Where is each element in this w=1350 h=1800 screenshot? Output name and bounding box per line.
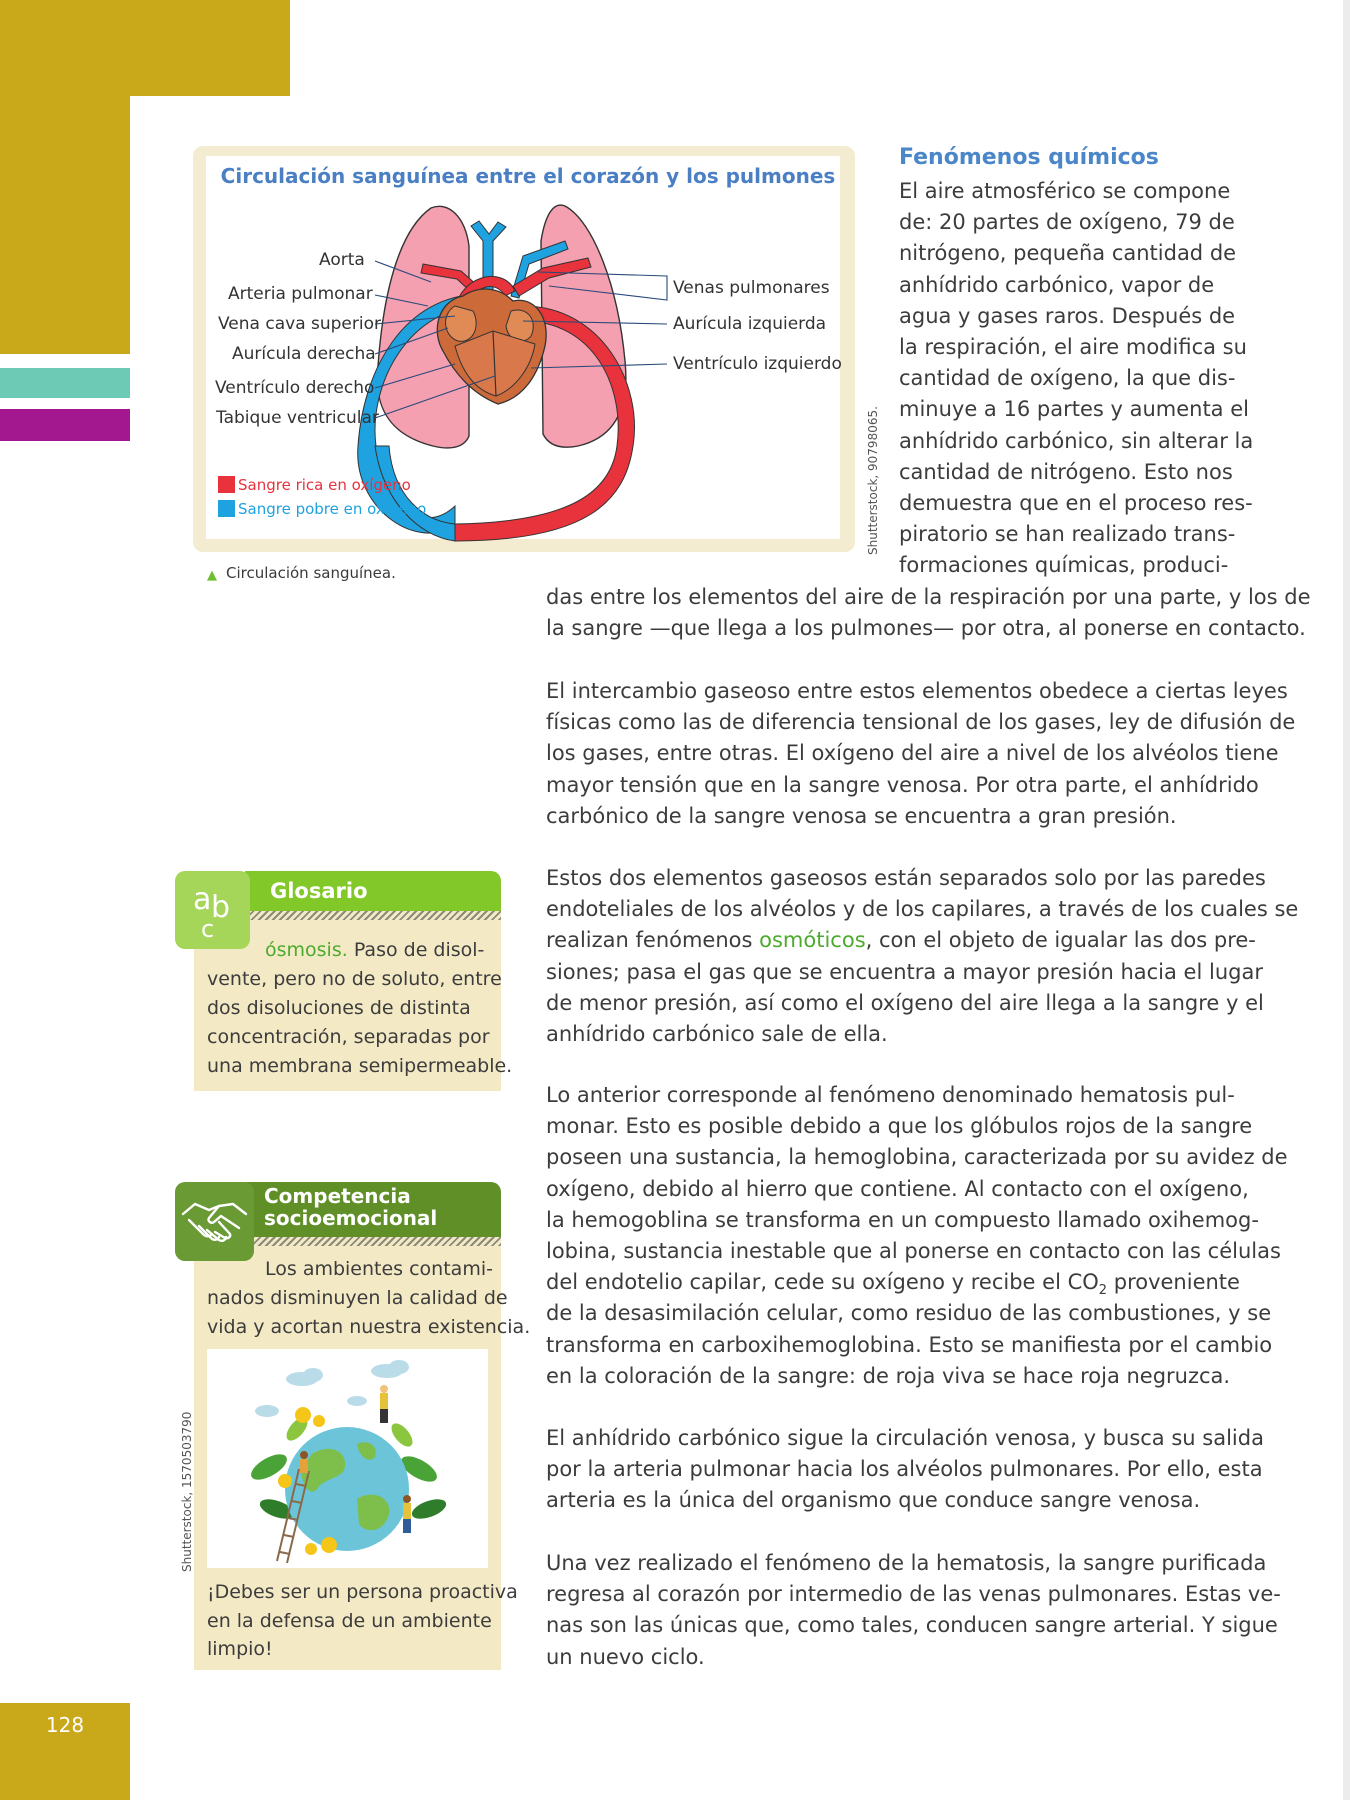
paragraph-3 bbox=[546, 863, 1299, 1050]
text-line: limpio! bbox=[207, 1638, 273, 1660]
svg-text:c: c bbox=[201, 915, 215, 943]
label-ventriculo-derecho: Ventrículo derecho bbox=[215, 378, 375, 398]
competencia-title-line2: socioemocional bbox=[264, 1206, 438, 1230]
legend-label-oxygen-rich: Sangre rica en oxígeno bbox=[238, 476, 411, 494]
text-line: Una vez realizado el fenómeno de la hematosis, la sangre purificada bbox=[546, 1551, 1267, 1575]
text-line: anhídrido carbónico, vapor de bbox=[899, 272, 1215, 297]
glosario-hatch bbox=[245, 911, 501, 920]
purple-tab-bar bbox=[0, 409, 130, 441]
text-line: la sangre —que llega a los pulmones— por otra, al ponerse en contacto. bbox=[546, 616, 1306, 641]
text-line: cantidad de oxígeno, la que dis- bbox=[899, 366, 1236, 391]
co2-subscript: 2 bbox=[1098, 1283, 1108, 1299]
text-line: Los ambientes contami- bbox=[265, 1258, 493, 1280]
text-line: de: 20 partes de oxígeno, 79 de bbox=[899, 210, 1235, 235]
text-line: arteria es la única del organismo que conduce sangre venosa. bbox=[546, 1488, 1201, 1513]
text-line: Estos dos elementos gaseosos están separados solo por las paredes bbox=[546, 866, 1266, 890]
gold-corner-block bbox=[0, 0, 290, 96]
label-venas-pulmonares: Venas pulmonares bbox=[673, 278, 830, 298]
text-run: del endotelio capilar, cede su oxígeno y recibe el CO bbox=[546, 1270, 1099, 1295]
glosario-title: Glosario bbox=[270, 879, 368, 903]
text-line: nitrógeno, pequeña cantidad de bbox=[899, 241, 1237, 266]
text-line: lobina, sustancia inestable que al ponerse en contacto con las células bbox=[546, 1238, 1281, 1263]
label-auricula-izquierda: Aurícula izquierda bbox=[673, 314, 827, 334]
text-line: concentración, separadas por bbox=[207, 1026, 490, 1048]
paragraph-1-narrow bbox=[899, 176, 1254, 581]
text-line: minuye a 16 partes y aumenta el bbox=[899, 397, 1249, 422]
paragraph-6 bbox=[546, 1548, 1281, 1673]
svg-text:a: a bbox=[193, 882, 212, 917]
handshake-icon bbox=[175, 1182, 254, 1261]
text-line: los gases, entre otras. El oxígeno del aire a nivel de los alvéolos tiene bbox=[546, 741, 1279, 766]
illustration-credit: Shutterstock, 1570503790 bbox=[180, 1411, 194, 1572]
caption-triangle-icon: ▲ bbox=[207, 568, 217, 583]
glosario-first-line bbox=[207, 936, 490, 965]
paragraph-4 bbox=[546, 1080, 1288, 1392]
label-ventriculo-izquierdo: Ventrículo izquierdo bbox=[673, 354, 842, 374]
text-line: oxígeno, debido al hierro que contiene. Al contacto con el oxígeno, bbox=[546, 1176, 1249, 1201]
paragraph-5 bbox=[546, 1423, 1264, 1517]
text-line: El intercambio gaseoso entre estos elementos obedece a ciertas leyes bbox=[546, 679, 1288, 703]
text-line: vida y acortan nuestra existencia. bbox=[207, 1316, 531, 1338]
text-line: de menor presión, así como el oxígeno del aire llega a la sangre y el bbox=[546, 990, 1264, 1015]
legend-swatch-red bbox=[218, 476, 235, 493]
glosario-definition-start: Paso de disol- bbox=[347, 939, 485, 961]
figure-caption: Circulación sanguínea. bbox=[226, 564, 396, 582]
text-line: una membrana semipermeable. bbox=[207, 1055, 513, 1077]
competencia-closing bbox=[207, 1578, 518, 1664]
text-line: formaciones químicas, produci- bbox=[899, 553, 1229, 578]
competencia-title bbox=[264, 1185, 437, 1229]
text-line: la respiración, el aire modifica su bbox=[899, 334, 1247, 359]
right-atrium bbox=[446, 306, 477, 341]
text-line: piratorio se han realizado trans- bbox=[899, 522, 1236, 547]
text-line: dos disoluciones de distinta bbox=[207, 997, 471, 1019]
text-line: ¡Debes ser un persona proactiva bbox=[207, 1581, 518, 1603]
gold-side-band bbox=[0, 96, 130, 354]
competencia-hatch bbox=[245, 1237, 501, 1246]
text-line: agua y gases raros. Después de bbox=[899, 303, 1236, 328]
text-line: en la coloración de la sangre: de roja viva se hace roja negruzca. bbox=[546, 1363, 1231, 1388]
text-line: por la arteria pulmonar hacia los alvéolos pulmonares. Por ello, esta bbox=[546, 1457, 1263, 1482]
text-line: transforma en carboxihemoglobina. Esto se manifiesta por el cambio bbox=[546, 1332, 1273, 1357]
text-line: mayor tensión que en la sangre venosa. Por otra parte, el anhídrido bbox=[546, 772, 1259, 797]
earth-globe bbox=[285, 1427, 409, 1551]
text-line: das entre los elementos del aire de la respiración por una parte, y los de bbox=[546, 585, 1311, 609]
label-vena-cava-superior: Vena cava superior bbox=[218, 314, 381, 334]
text-line: carbónico de la sangre venosa se encuentra a gran presión. bbox=[546, 803, 1177, 828]
text-line: nas son las únicas que, como tales, conducen sangre arterial. Y sigue bbox=[546, 1613, 1278, 1638]
paragraph-1-wide bbox=[546, 582, 1311, 644]
text-line: anhídrido carbónico sale de ella. bbox=[546, 1021, 888, 1046]
competencia-title-line1: Competencia bbox=[264, 1184, 411, 1208]
text-line: El anhídrido carbónico sigue la circulación venosa, y busca su salida bbox=[546, 1426, 1264, 1450]
text-line: nados disminuyen la calidad de bbox=[207, 1287, 508, 1309]
text-line: monar. Esto es posible debido a que los glóbulos rojos de la sangre bbox=[546, 1114, 1253, 1139]
text-line: poseen una sustancia, la hemoglobina, caracterizada por su avidez de bbox=[546, 1145, 1288, 1170]
page-number: 128 bbox=[45, 1713, 85, 1737]
text-line: la hemogoblina se transforma en un compuesto llamado oxihemog- bbox=[546, 1207, 1259, 1232]
svg-text:b: b bbox=[211, 890, 231, 925]
glosario-definition bbox=[207, 936, 513, 1081]
text-line: vente, pero no de soluto, entre bbox=[207, 968, 502, 990]
text-line: anhídrido carbónico, sin alterar la bbox=[899, 428, 1254, 453]
text-run: realizan fenómenos bbox=[546, 928, 760, 953]
text-line: cantidad de nitrógeno. Esto nos bbox=[899, 459, 1233, 484]
legend-label-oxygen-poor: Sangre pobre en oxígeno bbox=[238, 500, 427, 518]
label-arteria-pulmonar: Arteria pulmonar bbox=[228, 284, 373, 304]
text-run: , con el objeto de igualar las dos pre- bbox=[865, 928, 1256, 953]
text-line: regresa al corazón por intermedio de las venas pulmonares. Estas ve- bbox=[546, 1582, 1281, 1607]
text-line bbox=[546, 925, 1256, 956]
text-line: demuestra que en el proceso res- bbox=[899, 490, 1253, 515]
teal-tab-bar bbox=[0, 368, 130, 398]
text-line: Lo anterior corresponde al fenómeno denominado hematosis pul- bbox=[546, 1083, 1235, 1107]
text-line: El aire atmosférico se compone bbox=[899, 179, 1231, 203]
glosario-term: ósmosis. bbox=[265, 939, 348, 961]
text-line: en la defensa de un ambiente bbox=[207, 1609, 492, 1632]
earth-illustration-frame bbox=[207, 1349, 488, 1568]
text-line: endoteliales de los alvéolos y de los capilares, a través de los cuales se bbox=[546, 897, 1299, 922]
label-aorta: Aorta bbox=[319, 250, 365, 270]
section-heading: Fenómenos químicos bbox=[899, 145, 1159, 170]
label-tabique-ventricular: Tabique ventricular bbox=[216, 408, 379, 428]
text-line: físicas como las de diferencia tensional de los gases, ley de difusión de bbox=[546, 710, 1296, 735]
text-line: siones; pasa el gas que se encuentra a mayor presión hacia el lugar bbox=[546, 959, 1263, 984]
text-line: un nuevo ciclo. bbox=[546, 1644, 705, 1669]
paragraph-2 bbox=[546, 676, 1296, 832]
page-edge-shadow bbox=[1343, 0, 1350, 1800]
label-auricula-derecha: Aurícula derecha bbox=[232, 344, 376, 364]
figure-title: Circulación sanguínea entre el corazón y los pulmones bbox=[220, 164, 836, 188]
competencia-text bbox=[207, 1255, 531, 1342]
figure-credit: Shutterstock, 90798065. bbox=[866, 406, 880, 555]
text-line bbox=[546, 1267, 1240, 1299]
text-line: de la desasimilación celular, como residuo de las combustiones, y se bbox=[546, 1301, 1272, 1326]
legend-swatch-blue bbox=[218, 500, 235, 517]
earth-with-people-illustration bbox=[207, 1349, 488, 1568]
glossary-term-osmoticos[interactable]: osmóticos bbox=[759, 928, 866, 953]
text-run: proveniente bbox=[1107, 1270, 1240, 1295]
